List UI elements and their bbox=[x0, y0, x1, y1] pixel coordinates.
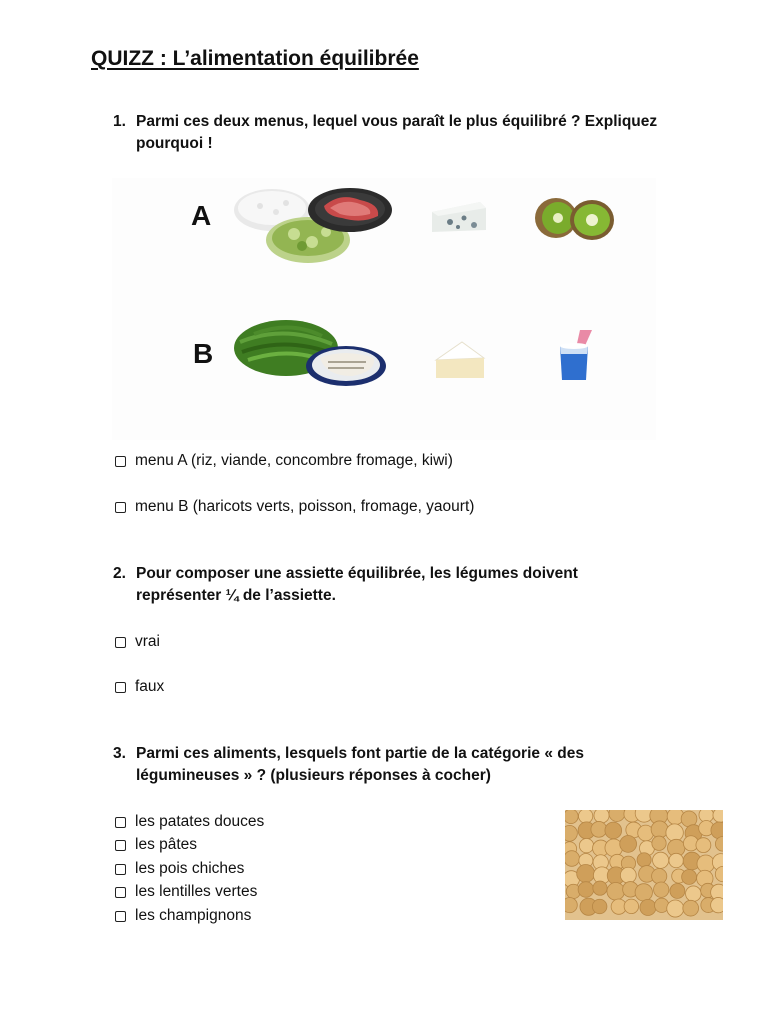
question-1-line-2: pourquoi ! bbox=[136, 135, 213, 152]
question-3-text bbox=[136, 743, 676, 787]
yogurt-icon bbox=[554, 328, 594, 384]
option-label: les pois chiches bbox=[135, 860, 245, 877]
option-label: les patates douces bbox=[135, 813, 265, 830]
checkbox[interactable] bbox=[115, 682, 126, 693]
option-vrai[interactable] bbox=[115, 632, 160, 652]
option-label: vrai bbox=[135, 633, 160, 650]
page-title: QUIZZ : L’alimentation équilibrée bbox=[91, 47, 419, 70]
option-label: menu A (riz, viande, concombre fromage, kiwi) bbox=[135, 452, 453, 469]
option-menu-b[interactable] bbox=[115, 497, 474, 517]
checkbox[interactable] bbox=[115, 637, 126, 648]
option-label: les lentilles vertes bbox=[135, 883, 258, 900]
menu-a-label: A bbox=[191, 200, 212, 231]
checkbox[interactable] bbox=[115, 456, 126, 467]
checkbox[interactable] bbox=[115, 911, 126, 922]
option-lentilles-vertes[interactable] bbox=[115, 882, 257, 902]
question-1-number: 1. bbox=[113, 113, 126, 130]
brie-cheese-icon bbox=[432, 338, 488, 382]
question-3-line-2: légumineuses » ? (plusieurs réponses à cocher) bbox=[136, 767, 491, 784]
question-2-number: 2. bbox=[113, 565, 126, 582]
question-1-text bbox=[136, 111, 676, 155]
option-label: les pâtes bbox=[135, 836, 198, 853]
option-label: menu B (haricots verts, poisson, fromage, yaourt) bbox=[135, 498, 475, 515]
meat-plate-icon bbox=[308, 188, 392, 232]
option-champignons[interactable] bbox=[115, 906, 251, 926]
menu-b-plates bbox=[234, 318, 390, 390]
option-menu-a[interactable] bbox=[115, 451, 453, 471]
checkbox[interactable] bbox=[115, 887, 126, 898]
blue-cheese-icon bbox=[430, 200, 488, 234]
menu-a-plates bbox=[232, 184, 402, 268]
option-pates[interactable] bbox=[115, 835, 197, 855]
menu-illustration bbox=[112, 178, 656, 440]
menu-b-label: B bbox=[193, 338, 214, 369]
checkbox[interactable] bbox=[115, 864, 126, 875]
question-2-line-2: représenter ¼ de l’assiette. bbox=[136, 587, 336, 604]
option-label: faux bbox=[135, 678, 165, 695]
kiwi-icon bbox=[530, 194, 618, 244]
checkbox[interactable] bbox=[115, 817, 126, 828]
question-2-text bbox=[136, 563, 676, 607]
option-pois-chiches[interactable] bbox=[115, 859, 244, 879]
question-2-line-1: Pour composer une assiette équilibrée, les légumes doivent bbox=[136, 565, 578, 582]
chickpeas-image bbox=[565, 810, 723, 920]
question-3-line-1: Parmi ces aliments, lesquels font partie de la catégorie « des bbox=[136, 745, 584, 762]
question-3-number: 3. bbox=[113, 745, 126, 762]
option-label: les champignons bbox=[135, 907, 252, 924]
checkbox[interactable] bbox=[115, 502, 126, 513]
question-1-line-1: Parmi ces deux menus, lequel vous paraît le plus équilibré ? Expliquez bbox=[136, 113, 658, 130]
checkbox[interactable] bbox=[115, 840, 126, 851]
fish-plate-icon bbox=[306, 346, 386, 386]
option-patates-douces[interactable] bbox=[115, 812, 264, 832]
option-faux[interactable] bbox=[115, 677, 164, 697]
